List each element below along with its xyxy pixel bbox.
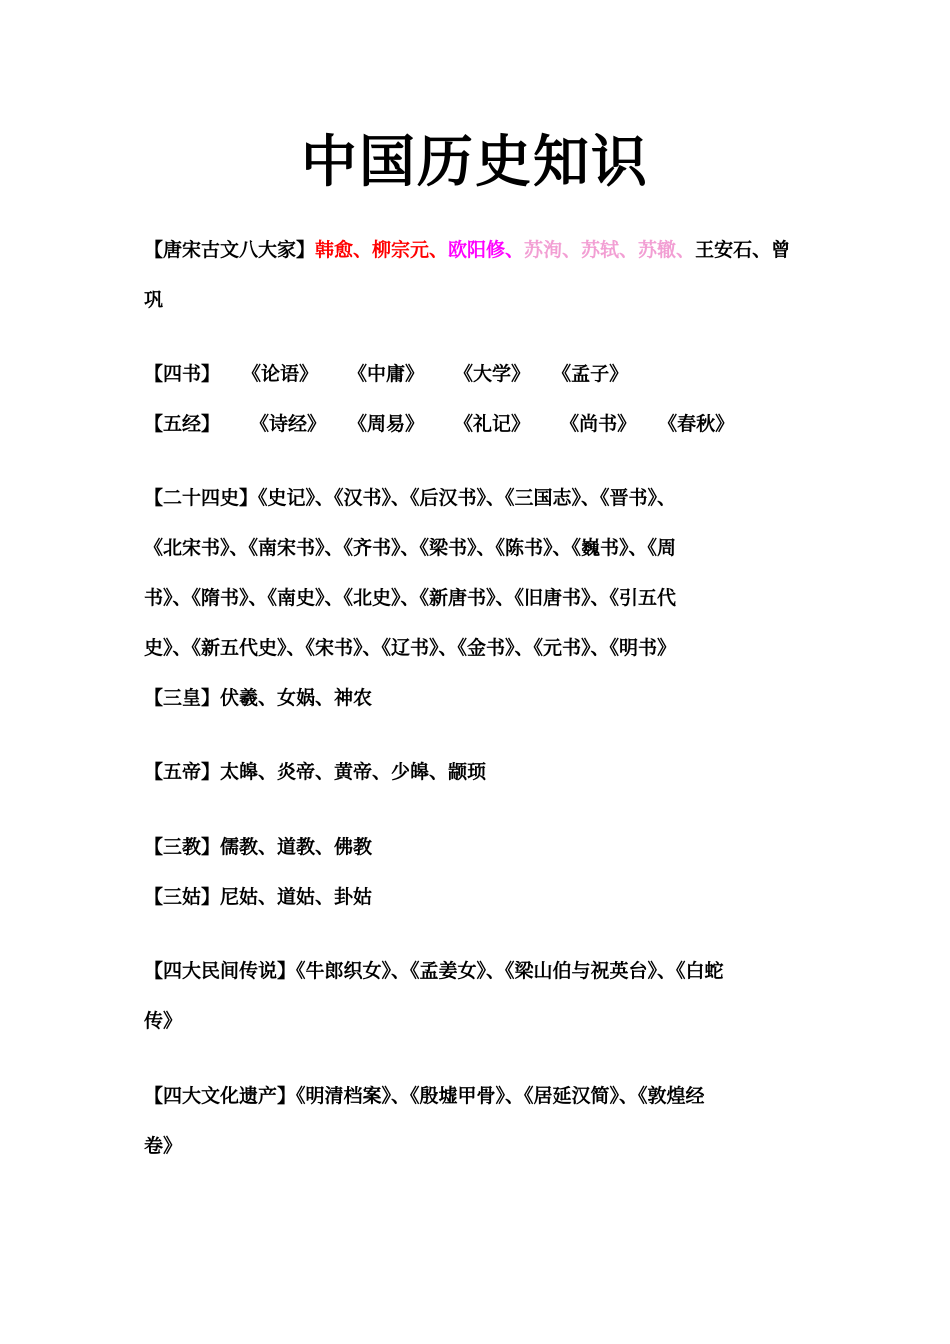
wujing-item: 《诗经》 xyxy=(250,413,327,435)
sishu-item: 《孟子》 xyxy=(552,363,629,385)
sishu-item: 《大学》 xyxy=(454,363,531,385)
yichan-line-2: 卷》 xyxy=(144,1135,183,1157)
sanjiao-text: 儒教、道教、佛教 xyxy=(220,836,373,858)
page-title: 中国历史知识 xyxy=(301,130,649,195)
sangu-line xyxy=(144,884,814,910)
sishu-line xyxy=(144,361,814,387)
sishu-heading: 【四书】 xyxy=(144,363,221,385)
bazhi-magenta-names: 欧阳修、 xyxy=(448,239,525,261)
bazhi-heading: 【唐宋古文八大家】 xyxy=(144,239,316,261)
sishu-item: 《中庸》 xyxy=(348,363,425,385)
wudi-line xyxy=(144,759,814,785)
chuanshuo-heading: 【四大民间传说】 xyxy=(144,960,297,982)
bazhi-black-names: 王安石、曾 xyxy=(695,239,791,261)
ershisishi-line-1 xyxy=(144,485,814,511)
bazhi-red-names: 韩愈、柳宗元、 xyxy=(315,239,449,261)
sanhuang-text: 伏羲、女娲、神农 xyxy=(220,687,373,709)
wujing-heading: 【五经】 xyxy=(144,413,221,435)
sanhuang-heading: 【三皇】 xyxy=(144,687,221,709)
bazhi-pink-names: 苏洵、苏轼、苏辙、 xyxy=(524,239,696,261)
sangu-text: 尼姑、道姑、卦姑 xyxy=(220,886,373,908)
yichan-line-1 xyxy=(144,1083,814,1109)
chuanshuo-text: 《牛郎织女》、《孟姜女》、《梁山伯与祝英台》、《白蛇 xyxy=(296,960,724,982)
sanjiao-line xyxy=(144,834,814,860)
chuanshuo-line-1 xyxy=(144,958,814,984)
sanjiao-heading: 【三教】 xyxy=(144,836,221,858)
ershisishi-line-3: 书》、《隋书》、《南史》、《北史》、《新唐书》、《旧唐书》、《引五代 xyxy=(144,587,677,609)
wujing-item: 《礼记》 xyxy=(454,413,531,435)
wujing-item: 《周易》 xyxy=(348,413,425,435)
wudi-text: 太皞、炎帝、黄帝、少皞、颛顼 xyxy=(220,761,487,783)
ershisishi-text: 《史记》、《汉书》、《后汉书》、《三国志》、《晋书》、 xyxy=(258,487,677,509)
sangu-heading: 【三姑】 xyxy=(144,886,221,908)
ershisishi-heading: 【二十四史】 xyxy=(144,487,259,509)
ershisishi-line-2: 《北宋书》、《南宋书》、《齐书》、《梁书》、《陈书》、《巍书》、《周 xyxy=(144,537,677,559)
wujing-item: 《春秋》 xyxy=(658,413,735,435)
yichan-text: 《明清档案》、《殷墟甲骨》、《居延汉简》、《敦煌经 xyxy=(296,1085,705,1107)
ershisishi-line-4: 史》、《新五代史》、《宋书》、《辽书》、《金书》、《元书》、《明书》 xyxy=(144,637,677,659)
yichan-heading: 【四大文化遗产】 xyxy=(144,1085,297,1107)
bazhi-line-1 xyxy=(144,237,814,263)
sanhuang-line xyxy=(144,685,814,711)
wudi-heading: 【五帝】 xyxy=(144,761,221,783)
bazhi-line-2: 巩 xyxy=(144,289,164,311)
sishu-item: 《论语》 xyxy=(242,363,319,385)
wujing-item: 《尚书》 xyxy=(560,413,637,435)
wujing-line xyxy=(144,411,814,437)
chuanshuo-line-2: 传》 xyxy=(144,1010,183,1032)
